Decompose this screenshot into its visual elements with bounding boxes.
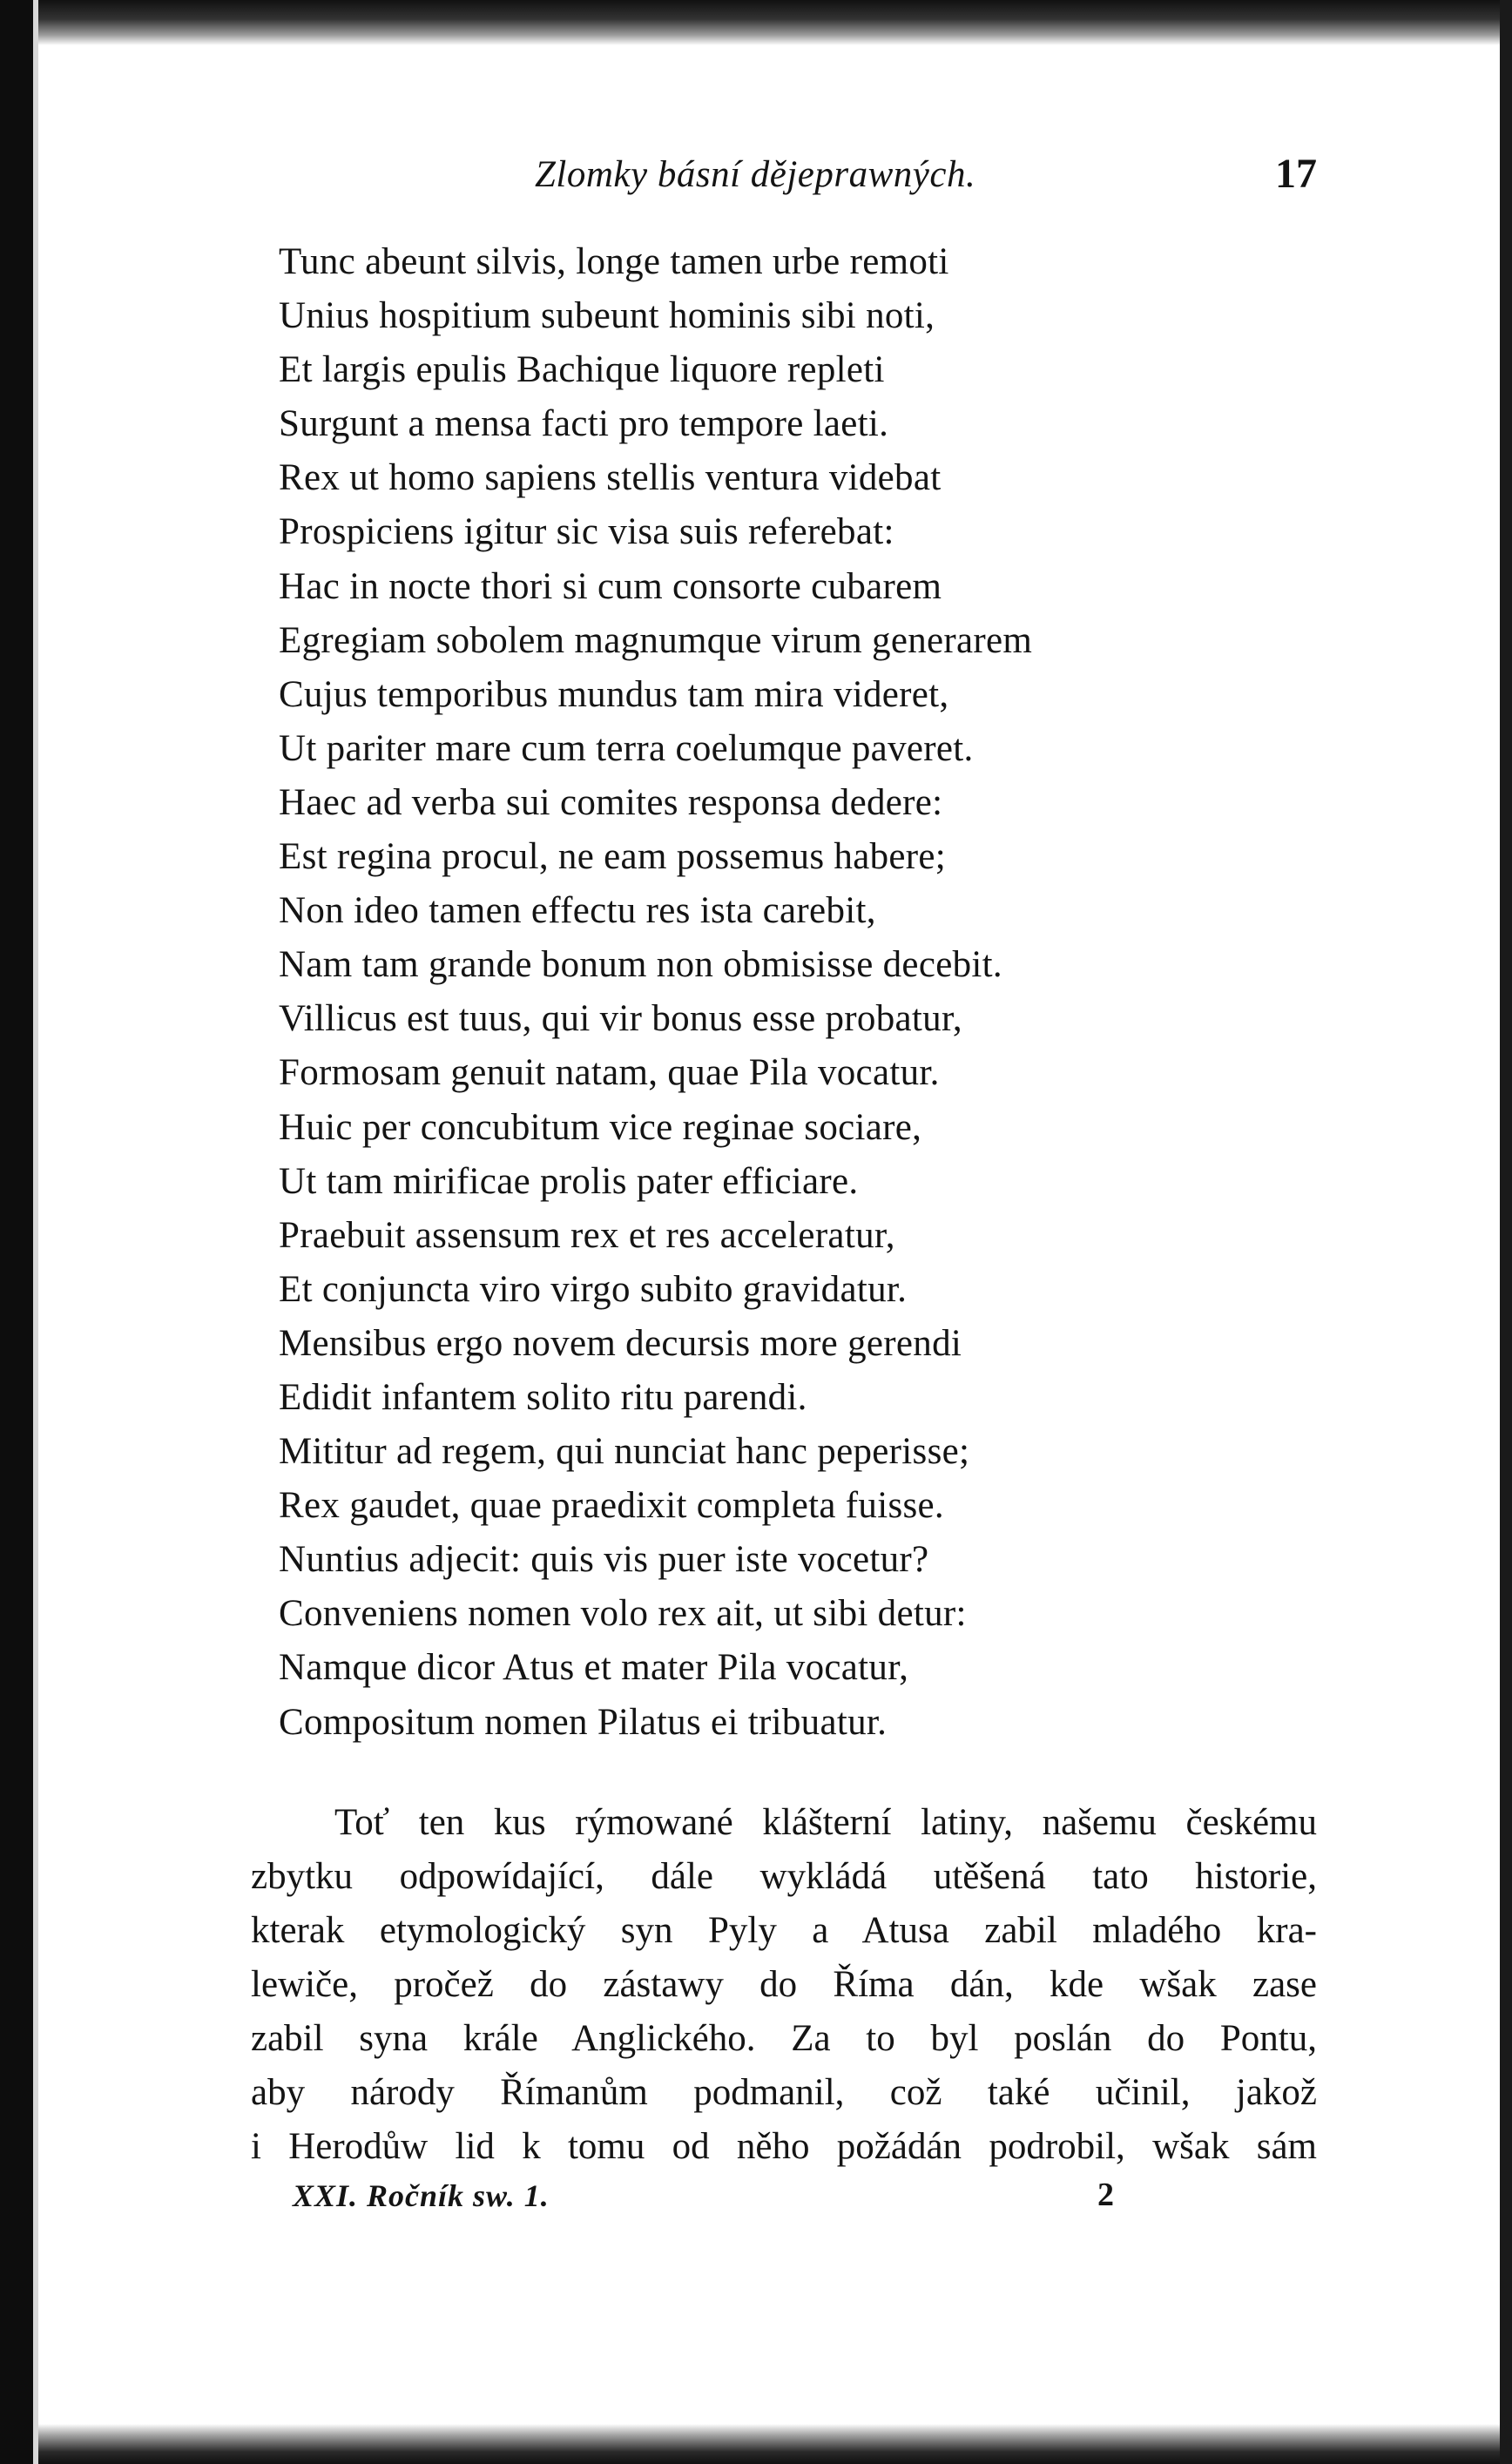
scan-border-left (0, 0, 33, 2464)
printer-signature: XXI. Ročník sw. 1. (293, 2178, 550, 2213)
verse-line: Nuntius adjecit: quis vis puer iste vocetur? (279, 1539, 929, 1581)
scan-border-right (1500, 0, 1512, 2464)
verse-line: Formosam genuit natam, quae Pila vocatur. (279, 1052, 940, 1094)
scan-border-left-edge (33, 0, 38, 2464)
verse-line: Rex ut homo sapiens stellis ventura videbat (279, 457, 942, 499)
prose-line: zbytku odpowídající, dále wykládá utěšená tato historie, (251, 1856, 1317, 1897)
verse-line: Hac in nocte thori si cum consorte cubarem (279, 565, 942, 607)
verse-line: Praebuit assensum rex et res acceleratur, (279, 1214, 895, 1256)
verse-line: Rex gaudet, quae praedixit completa fuisse. (279, 1485, 944, 1527)
verse-line: Villicus est tuus, qui vir bonus esse probatur, (279, 998, 962, 1040)
verse-line: Haec ad verba sui comites responsa dedere: (279, 781, 943, 823)
verse-line: Nam tam grande bonum non obmisisse decebit. (279, 944, 1002, 986)
running-title: Zlomky básní dějeprawných. (535, 154, 976, 195)
verse-line: Egregiam sobolem magnumque virum generarem (279, 619, 1033, 661)
verse-line: Surgunt a mensa facti pro tempore laeti. (279, 403, 889, 445)
verse-line: Ut pariter mare cum terra coelumque paveret. (279, 727, 974, 769)
verse-line: Est regina procul, ne eam possemus habere; (279, 836, 947, 878)
verse-line: Cujus temporibus mundus tam mira videret, (279, 673, 949, 715)
prose-line: aby národy Římanům podmanil, což také učinil, jakož (251, 2072, 1317, 2113)
verse-line: Conveniens nomen volo rex ait, ut sibi detur: (279, 1593, 967, 1635)
page-number: 17 (1275, 151, 1317, 197)
latin-verse-block (279, 235, 1237, 1750)
sheet-number: 2 (1097, 2177, 1114, 2213)
verse-line: Namque dicor Atus et mater Pila vocatur, (279, 1647, 909, 1689)
prose-line: lewiče, pročež do zástawy do Říma dán, kde wšak zase (251, 1964, 1317, 2005)
verse-line: Tunc abeunt silvis, longe tamen urbe remoti (279, 241, 949, 282)
verse-line: Unius hospitium subeunt hominis sibi noti, (279, 295, 935, 337)
verse-line: Huic per concubitum vice reginae sociare, (279, 1106, 922, 1148)
scan-border-top (0, 0, 1512, 45)
running-header (523, 150, 1317, 206)
prose-line: kterak etymologický syn Pyly a Atusa zabil mladého kra- (251, 1910, 1317, 1951)
verse-line: Et largis epulis Bachique liquore repleti (279, 349, 885, 391)
verse-line: Prospiciens igitur sic visa suis referebat: (279, 511, 894, 553)
verse-line: Edidit infantem solito ritu parendi. (279, 1376, 807, 1418)
scan-border-bottom (0, 2424, 1512, 2464)
verse-line: Ut tam mirificae prolis pater efficiare. (279, 1160, 859, 1202)
prose-line: Toť ten kus rýmowané klášterní latiny, našemu českému (334, 1802, 1317, 1843)
page-footer (293, 2177, 1164, 2226)
verse-line: Mititur ad regem, qui nunciat hanc peperisse; (279, 1431, 970, 1473)
verse-line: Et conjuncta viro virgo subito gravidatur. (279, 1268, 908, 1310)
verse-line: Mensibus ergo novem decursis more gerendi (279, 1322, 962, 1364)
verse-line: Compositum nomen Pilatus ei tribuatur. (279, 1701, 888, 1743)
prose-line: zabil syna krále Anglického. Za to byl poslán do Pontu, (251, 2018, 1317, 2059)
czech-prose-paragraph (251, 1796, 1317, 2174)
prose-line: i Herodůw lid k tomu od něho požádán podrobil, wšak sám (251, 2126, 1317, 2167)
verse-line: Non ideo tamen effectu res ista carebit, (279, 890, 876, 932)
